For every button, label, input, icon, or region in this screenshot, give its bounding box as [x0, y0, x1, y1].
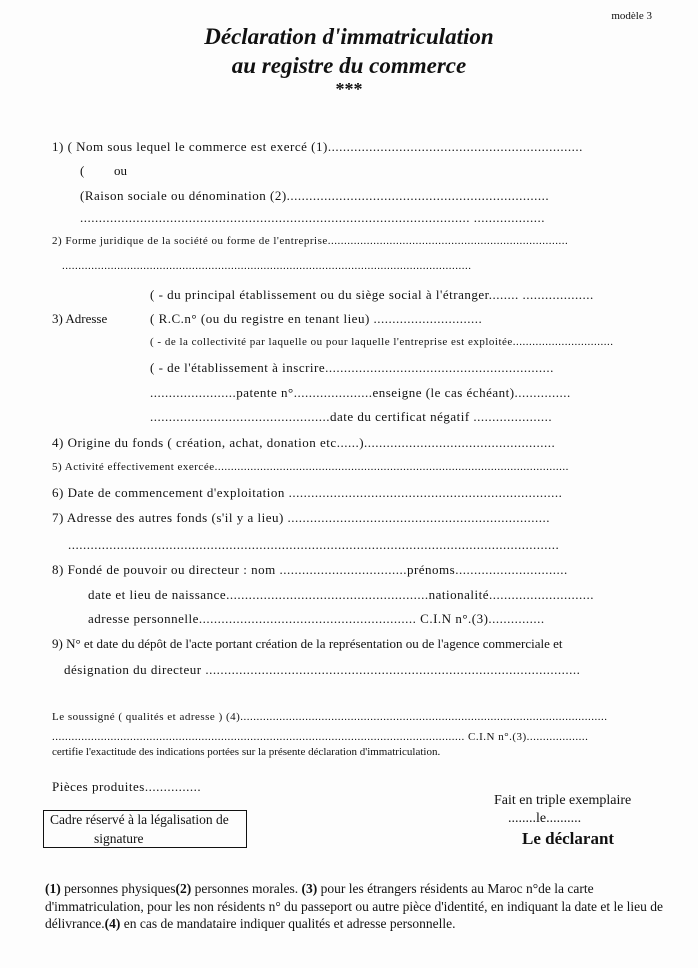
certification-statement: certifie l'exactitude des indications portées sur la présente déclaration d'immatriculation.	[52, 746, 441, 758]
field-other-funds: 7) Adresse des autres fonds (s'il y a lieu) ......................................................................	[52, 510, 551, 525]
signature-date: ........le..........	[508, 811, 582, 826]
document-title: Déclaration d'immatriculation	[204, 24, 494, 49]
field-address-rc: ( R.C.n° (ou du registre en tenant lieu) .............................	[150, 311, 483, 326]
field-legal-form-cont: ..............................................................................................................................	[62, 260, 472, 272]
field-undersigned: Le soussigné ( qualités et adresse ) (4).................................................................................................................	[52, 711, 608, 723]
declarant-label: Le déclarant	[522, 829, 615, 848]
field-documents-produced: Pièces produites...............	[52, 779, 202, 794]
field-company-name-cont: ........................................................................................................ ...................	[80, 210, 545, 225]
field-patente-enseigne: .......................patente n°.....................enseigne (le cas échéant)...............	[150, 385, 571, 400]
field-undersigned-cin: ............................................................................................................................... C.I.N n°.(3)...................	[52, 731, 589, 743]
field-director-address: adresse personnelle.......................................................... C.I.N n°.(3)...............	[88, 611, 545, 626]
field-legal-form: 2) Forme juridique de la société ou forme de l'entreprise..........................................................................	[52, 235, 569, 247]
field-address-collectivity: ( - de la collectivité par laquelle ou pour laquelle l'entreprise est exploitée...............................	[150, 336, 614, 348]
note-2-marker: (2)	[175, 881, 192, 896]
note-1-text: personnes physiques	[60, 881, 176, 896]
legalisation-box-line1: Cadre réservé à la légalisation de	[50, 812, 229, 827]
field-other-funds-cont: ...................................................................................................................................	[68, 537, 560, 552]
field-company-name: (Raison sociale ou dénomination (2)......................................................................	[80, 188, 550, 203]
note-2-text: personnes morales.	[191, 881, 302, 896]
field-or: ou	[114, 163, 127, 178]
title-stars: ***	[335, 79, 363, 99]
field-address-establishment: ( - de l'établissement à inscrire.............................................................	[150, 360, 554, 375]
note-3-marker: (3)	[301, 881, 318, 896]
field-fund-origin: 4) Origine du fonds ( création, achat, donation etc......)...................................................	[52, 435, 556, 450]
note-4-text: en cas de mandataire indiquer qualités et adresse personnelle.	[120, 916, 456, 931]
legalisation-box	[43, 810, 247, 848]
field-or-paren: (	[80, 163, 85, 178]
address-label: 3) Adresse	[52, 311, 108, 326]
field-certificate-date: ................................................date du certificat négatif .....................	[150, 409, 553, 424]
legalisation-box-line2: signature	[94, 831, 144, 846]
field-director-birth: date et lieu de naissance......................................................nationalité............................	[88, 587, 594, 602]
field-director-designation: désignation du directeur ....................................................................................................	[64, 662, 581, 677]
model-number: modèle 3	[611, 10, 652, 22]
field-deposit-act: 9) N° et date du dépôt de l'acte portant création de la représentation ou de l'agence commerciale et	[52, 636, 563, 651]
note-1-marker: (1)	[45, 881, 61, 896]
triplicate-note: Fait en triple exemplaire	[494, 793, 632, 808]
note-3-text: pour les étrangers résidents au Maroc n°de la carte d'immatriculation, pour les non résidents n° du passeport ou autre pièce d'identité, en indiquant la date et le lieu de délivrance.	[45, 881, 663, 931]
field-trade-name: 1) ( Nom sous lequel le commerce est exercé (1)....................................................................	[52, 139, 583, 154]
field-director-name: 8) Fondé de pouvoir ou directeur : nom ..................................prénoms..............................	[52, 562, 568, 577]
document-subtitle: au registre du commerce	[231, 53, 467, 78]
field-address-principal: ( - du principal établissement ou du siège social à l'étranger........ ...................	[150, 287, 594, 302]
field-start-date: 6) Date de commencement d'exploitation .........................................................................	[52, 485, 563, 500]
note-4-marker: (4)	[104, 916, 121, 931]
field-activity: 5) Activité effectivement exercée.............................................................................................................	[52, 461, 569, 473]
footnotes	[45, 880, 670, 933]
